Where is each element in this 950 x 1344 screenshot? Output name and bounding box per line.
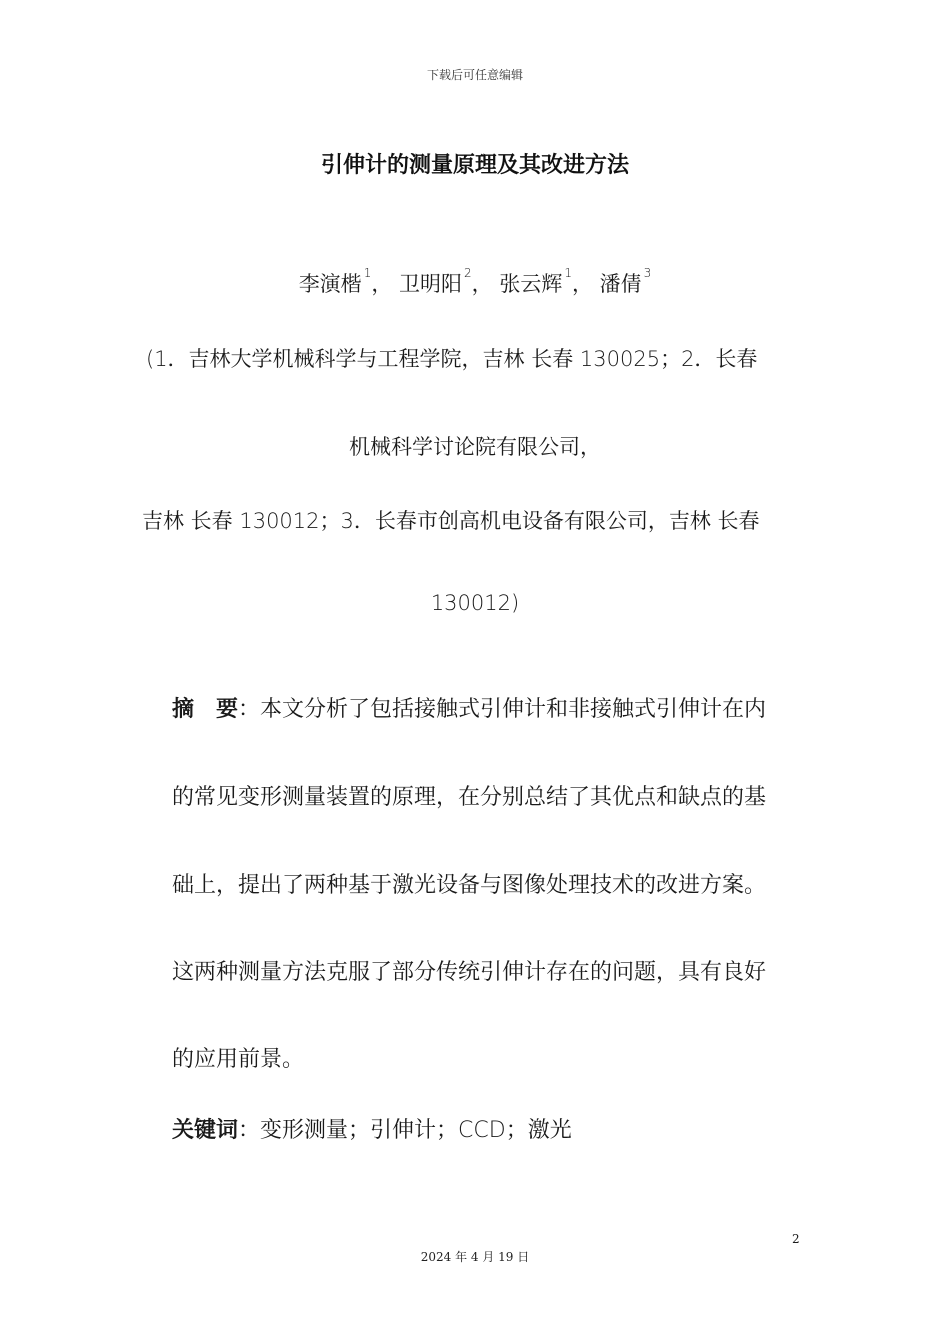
author-name: 李演楷 [298, 272, 362, 296]
abstract-label: 摘 要 [172, 697, 239, 722]
author-name: 卫明阳 [399, 272, 463, 296]
abstract-line-5: 的应用前景。 [172, 1047, 305, 1072]
abstract-colon: ： [238, 697, 261, 722]
abstract-line-2: 的常见变形测量装置的原理，在分别总结了其优点和缺点的基 [172, 785, 767, 810]
author-list [0, 268, 950, 298]
author-affiliation-mark: 2 [464, 266, 472, 280]
author-affiliation-mark: 1 [363, 266, 372, 280]
abstract-line-1 [172, 692, 812, 723]
abstract-line-3: 础上，提出了两种基于激光设备与图像处理技术的改进方案。 [172, 873, 767, 898]
author-separator: ， [471, 272, 493, 296]
page-title: 引伸计的测量原理及其改进方法 [320, 153, 629, 178]
affiliation-line-1: (1．吉林大学机械科学与工程学院，吉林 长春 130025；2．长春 [146, 347, 758, 371]
author-affiliation-mark: 1 [564, 266, 572, 280]
author-affiliation-mark: 3 [643, 266, 652, 280]
author-separator: ， [371, 272, 393, 296]
abstract-text: 本文分析了包括接触式引伸计和非接触式引伸计在内 [260, 697, 767, 722]
abstract-line-4: 这两种测量方法克服了部分传统引伸计存在的问题，具有良好 [172, 960, 767, 985]
page-number: 2 [792, 1232, 800, 1246]
footer-date: 2024 年 4 月 19 日 [420, 1250, 530, 1264]
author-separator: ， [571, 272, 593, 296]
header-note: 下载后可任意编辑 [426, 68, 523, 82]
affiliation-line-2: 机械科学讨论院有限公司， [349, 435, 601, 459]
author-name: 张云辉 [499, 272, 563, 296]
affiliation-line-4: 130012) [430, 591, 520, 615]
keywords-colon: ： [238, 1118, 261, 1143]
keywords-line [172, 1113, 812, 1144]
keywords-label: 关键词 [172, 1118, 239, 1143]
affiliation-line-3: 吉林 长春 130012；3．长春市创高机电设备有限公司，吉林 长春 [142, 509, 760, 533]
keywords-text: 变形测量；引伸计；CCD；激光 [260, 1118, 572, 1143]
author-name: 潘倩 [599, 272, 642, 296]
